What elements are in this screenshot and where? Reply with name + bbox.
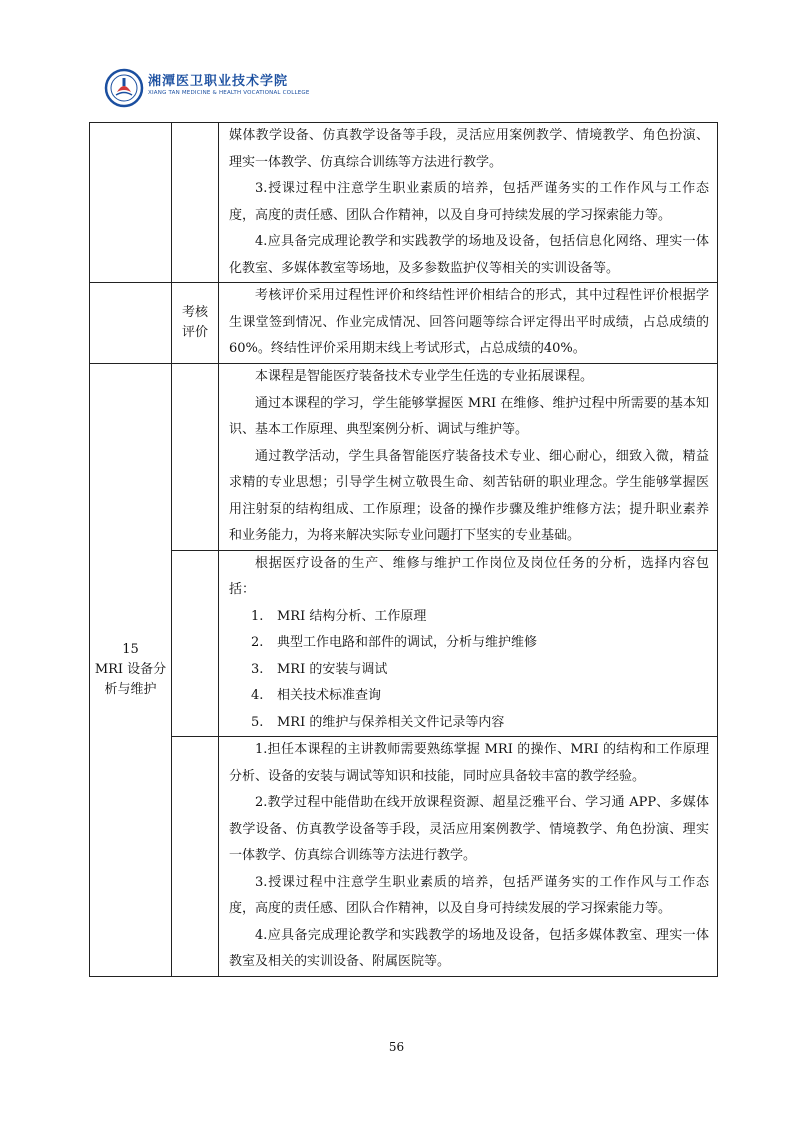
teaching-requirements bbox=[219, 737, 718, 977]
paragraph: 2.教学过程中能借助在线开放课程资源、超星泛雅平台、学习通 APP、多媒体教学设备、仿真教学设备等手段，灵活应用案例教学、情境教学、角色扮演、理实一体教学、仿真综合训练等方法进行教学。 bbox=[229, 795, 709, 863]
assessment-label: 考核 评价 bbox=[172, 283, 219, 364]
course-number: 15 bbox=[122, 641, 139, 657]
paragraph: 3.授课过程中注意学生职业素质的培养，包括严谨务实的工作作风与工作态度，高度的责任感、团队合作精神，以及自身可持续发展的学习探索能力等。 bbox=[229, 181, 709, 223]
course-cell-empty bbox=[90, 283, 172, 364]
paragraph: 1.担任本课程的主讲教师需要熟练掌握 MRI 的操作、MRI 的结构和工作原理分析、设备的安装与调试等知识和技能，同时应具备较丰富的教学经验。 bbox=[229, 742, 709, 784]
paragraph: 通过教学活动，学生具备智能医疗装备技术专业、细心耐心，细致入微，精益求精的专业思想；引导学生树立敬畏生命、刻苦钻研的职业理念。学生能够掌握医用注射泵的结构组成、工作原理；设备的操作步骤及维护维修方法；提升职业素养和业务能力，为将来解决实际专业问题打下坚实的专业基础。 bbox=[229, 448, 709, 543]
page-number: 56 bbox=[388, 1040, 405, 1054]
paragraph: 3.授课过程中注意学生职业素质的培养，包括严谨务实的工作作风与工作态度，高度的责任感、团队合作精神，以及自身可持续发展的学习探索能力等。 bbox=[229, 874, 709, 916]
course-objectives bbox=[219, 364, 718, 551]
paragraph: 考核评价采用过程性评价和终结性评价相结合的形式，其中过程性评价根据学生课堂签到情况、作业完成情况、回答问题等综合评定得出平时成绩，占总成绩的60%。终结性评价采用期末线上考试形式，占总成绩的40%。 bbox=[229, 288, 709, 356]
page-header bbox=[104, 66, 404, 112]
list-item: 4. 相关技术标准查询 bbox=[251, 688, 382, 703]
course-name: 析与维护 bbox=[104, 681, 157, 697]
course-name: MRI 设备分 bbox=[94, 661, 167, 677]
table-row bbox=[90, 364, 718, 551]
label-cell-empty bbox=[172, 123, 219, 283]
paragraph: 媒体教学设备、仿真教学设备等手段，灵活应用案例教学、情境教学、角色扮演、理实一体教学、仿真综合训练等方法进行教学。 bbox=[229, 128, 709, 170]
list-item: 2. 典型工作电路和部件的调试，分析与维护维修 bbox=[251, 635, 538, 650]
table-row bbox=[90, 737, 718, 977]
teaching-requirements-cont bbox=[219, 123, 718, 283]
paragraph: 根据医疗设备的生产、维修与维护工作岗位及岗位任务的分析，选择内容包括： bbox=[229, 555, 709, 597]
course-cell-empty bbox=[90, 123, 172, 283]
course-content bbox=[219, 550, 718, 737]
paragraph: 4.应具备完成理论教学和实践教学的场地及设备，包括多媒体教室、理实一体教室及相关的实训设备、附属医院等。 bbox=[229, 927, 709, 969]
paragraph: 本课程是智能医疗装备技术专业学生任选的专业拓展课程。 bbox=[255, 369, 594, 384]
paragraph: 通过本课程的学习，学生能够掌握医 MRI 在维修、维护过程中所需要的基本知识、基本工作原理、典型案例分析、调试与维护等。 bbox=[229, 395, 709, 437]
table-row bbox=[90, 283, 718, 364]
list-item: 3. MRI 的安装与调试 bbox=[251, 661, 388, 677]
course-title-cell bbox=[90, 364, 172, 977]
table-row bbox=[90, 123, 718, 283]
paragraph: 4.应具备完成理论教学和实践教学的场地及设备，包括信息化网络、理实一体化教室、多媒体教室等场地，及多参数监护仪等相关的实训设备等。 bbox=[229, 234, 709, 276]
list-item: 1. MRI 结构分析、工作原理 bbox=[251, 608, 427, 624]
course-table bbox=[89, 122, 718, 977]
college-name-en: XIANG TAN MEDICINE & HEALTH VOCATIONAL COLLEGE bbox=[148, 90, 310, 96]
college-name-cn: 湘潭医卫职业技术学院 bbox=[148, 74, 289, 89]
label-cell-empty bbox=[172, 737, 219, 977]
label-cell-empty bbox=[172, 550, 219, 737]
list-item: 5. MRI 的维护与保养相关文件记录等内容 bbox=[251, 714, 505, 730]
label-cell-empty bbox=[172, 364, 219, 551]
assessment-text bbox=[219, 283, 718, 364]
table-row bbox=[90, 550, 718, 737]
college-logo-icon bbox=[104, 68, 144, 108]
